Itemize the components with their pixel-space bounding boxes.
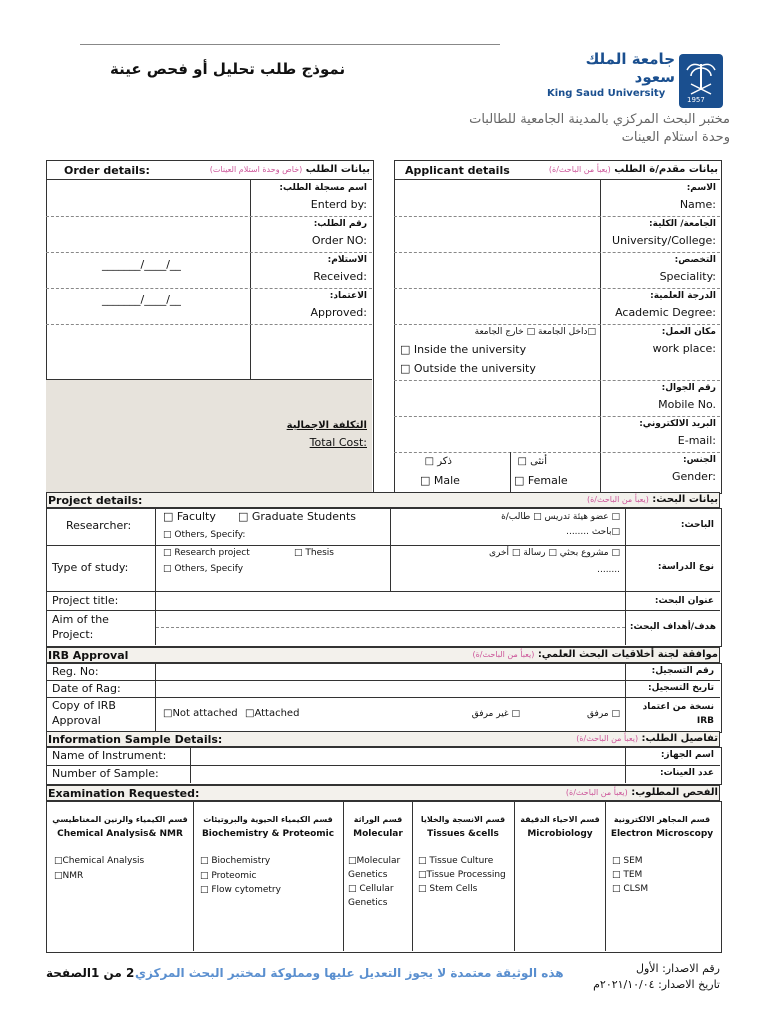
attached-checkbox[interactable]: □Attached xyxy=(245,708,300,719)
molecular-genetics-checkbox[interactable]: □Molecular xyxy=(348,856,401,866)
column-title-en: Biochemistry & Proteomic xyxy=(201,829,335,839)
university-logo xyxy=(545,50,745,112)
speciality-label: Speciality: xyxy=(659,270,716,283)
order-title-ar: بيانات الطلب (خاص وحدة استلام العينات) xyxy=(209,164,370,175)
degree-label: Academic Degree: xyxy=(615,306,716,319)
page-number: 2 من 1الصفحة xyxy=(46,966,135,980)
proteomic-checkbox[interactable]: □ Proteomic xyxy=(200,871,257,881)
year-label: 1957 xyxy=(687,96,705,104)
document-notice: هذه الوثيقة معتمدة لا يجوز التعديل عليها ومملوكة لمختبر البحث المركزي xyxy=(135,966,564,980)
graduate-checkbox[interactable]: □ Graduate Students xyxy=(238,510,356,523)
tem-checkbox[interactable]: □ TEM xyxy=(612,870,643,880)
irb-copy-label-ar: نسخة من اعتماد IRB xyxy=(642,702,714,726)
female-checkbox[interactable]: □ Female xyxy=(514,474,568,487)
unit-name: وحدة استلام العينات xyxy=(621,130,730,145)
others-specify-checkbox[interactable]: □ Others, Specify xyxy=(163,564,244,574)
chemical-analysis-checkbox[interactable]: □Chemical Analysis xyxy=(54,856,145,866)
speciality-label-ar: التخصص: xyxy=(674,255,716,265)
clsm-checkbox[interactable]: □ CLSM xyxy=(612,884,649,894)
sample-count-label-ar: عدد العينات: xyxy=(659,768,714,778)
gender-label: Gender: xyxy=(671,470,716,483)
lab-name: مختبر البحث المركزي بالمدينة الجامعية للطالبات xyxy=(469,112,730,127)
thesis-checkbox[interactable]: □ Thesis xyxy=(294,548,334,558)
reg-no-label-ar: رقم التسجيل: xyxy=(651,666,714,676)
column-title-ar: قسم الاحياء الدقيقة xyxy=(520,815,600,824)
degree-label-ar: الدرجة العلمية: xyxy=(650,291,716,301)
attached-checkbox-ar[interactable]: □ مرفق xyxy=(587,709,620,719)
aim-label: Aim of the Project: xyxy=(52,613,109,641)
not-attached-checkbox-ar[interactable]: □ غير مرفق xyxy=(471,709,520,719)
received-label: Received: xyxy=(313,270,367,283)
email-label: E-mail: xyxy=(677,434,716,447)
form-title: نموذج طلب تحليل أو فحص عينة xyxy=(110,60,346,78)
irb-title-en: IRB Approval xyxy=(48,649,129,662)
researcher-label: Researcher: xyxy=(66,519,132,532)
flow-cytometry-checkbox[interactable]: □ Flow cytometry xyxy=(200,885,281,895)
molecular-genetics-text: Genetics xyxy=(348,870,388,880)
university-label-ar: الجامعة/ الكلية: xyxy=(649,219,716,229)
sample-title-ar: تفاصيل الطلب: (يعبأ من الباحث/ة) xyxy=(576,733,718,744)
researcher-label-ar: الباحث: xyxy=(680,520,714,530)
instrument-label: Name of Instrument: xyxy=(52,749,167,762)
approved-date-blank[interactable]: _______/____/__ xyxy=(102,293,181,306)
reg-date-label-ar: تاريخ التسجيل: xyxy=(647,683,714,693)
order-no-label: Order NO: xyxy=(311,234,367,247)
nmr-checkbox[interactable]: □NMR xyxy=(54,871,84,881)
column-title-ar: قسم الكيمياء والرنين المغناطيسي xyxy=(52,815,188,824)
faculty-checkbox[interactable]: □ Faculty xyxy=(163,510,216,523)
version-date: تاريخ الاصدار: ٢٠٢١/١٠/٠٤م xyxy=(593,978,720,991)
university-name-ar: جامعة الملك سعود xyxy=(585,50,675,86)
received-date-blank[interactable]: _______/____/__ xyxy=(102,258,181,271)
order-title-en: Order details: xyxy=(64,164,150,177)
approved-label: Approved: xyxy=(310,306,367,319)
cellular-genetics-checkbox[interactable]: □ Cellular xyxy=(348,884,394,894)
received-label-ar: الاستلام: xyxy=(327,255,367,265)
stem-cells-checkbox[interactable]: □ Stem Cells xyxy=(418,884,478,894)
inside-university-checkbox[interactable]: □ Inside the university xyxy=(400,343,527,356)
gender-label-ar: الجنس: xyxy=(683,455,716,465)
mobile-label: Mobile No. xyxy=(658,398,716,411)
cellular-genetics-text: Genetics xyxy=(348,898,388,908)
outside-university-checkbox[interactable]: □ Outside the university xyxy=(400,362,536,375)
mobile-label-ar: رقم الجوال: xyxy=(661,383,716,393)
name-label-ar: الاسم: xyxy=(686,183,716,193)
workplace-label-ar: مكان العمل: xyxy=(661,327,716,337)
version-number: رقم الاصدار: الأول xyxy=(635,962,720,975)
email-label-ar: البريد الالكتروني: xyxy=(639,419,716,429)
irb-copy-label: Copy of IRB Approval xyxy=(52,699,116,727)
not-attached-checkbox[interactable]: □Not attached xyxy=(163,708,238,719)
sample-count-label: Number of Sample: xyxy=(52,767,159,780)
tissue-processing-checkbox[interactable]: □Tissue Processing xyxy=(418,870,506,880)
instrument-label-ar: اسم الجهاز: xyxy=(660,750,714,760)
order-no-label-ar: رقم الطلب: xyxy=(313,219,367,229)
applicant-title-en: Applicant details xyxy=(405,164,510,177)
column-title-en: Electron Microscopy xyxy=(610,829,714,839)
male-checkbox-ar[interactable]: ذكر □ xyxy=(424,456,452,467)
type-options-ar[interactable]: □ مشروع بحثي □ رسالة □ أخرى xyxy=(488,548,620,558)
sample-title-en: Information Sample Details: xyxy=(48,733,223,746)
column-title-en: Tissues &cells xyxy=(427,829,499,839)
column-title-en: Microbiology xyxy=(527,829,593,839)
column-title-ar: قسم الانسجة والخلايا xyxy=(420,815,506,824)
sem-checkbox[interactable]: □ SEM xyxy=(612,856,643,866)
header-rule xyxy=(80,44,500,45)
exam-title-en: Examination Requested: xyxy=(48,787,200,800)
type-of-study-label-ar: نوع الدراسة: xyxy=(657,562,714,572)
reg-no-label: Reg. No: xyxy=(52,665,99,678)
project-title-ar: بيانات البحث: (يعبأ من الباحث/ة) xyxy=(586,494,718,505)
type-other-ar[interactable]: ........ xyxy=(597,565,620,575)
workplace-label: work place: xyxy=(652,342,716,355)
project-title-label-ar: عنوان البحث: xyxy=(654,596,714,606)
column-title-en: Molecular xyxy=(353,829,403,839)
male-checkbox[interactable]: □ Male xyxy=(420,474,460,487)
applicant-title-ar: بيانات مقدم/ة الطلب (يعبأ من الباحث/ة) xyxy=(548,164,718,175)
project-title-en: Project details: xyxy=(48,494,143,507)
researcher-options-ar[interactable]: □ عضو هيئة تدريس □ طالب/ة xyxy=(501,512,620,522)
others-checkbox[interactable]: □ Others, Specify: xyxy=(163,530,246,540)
research-project-checkbox[interactable]: □ Research project xyxy=(163,548,250,558)
column-title-ar: قسم الوراثة xyxy=(353,815,403,824)
reg-date-label: Date of Rag: xyxy=(52,682,121,695)
university-name-en: King Saud University xyxy=(547,88,666,99)
total-cost-label: Total Cost: xyxy=(309,436,367,449)
palm-emblem-icon xyxy=(679,54,723,108)
project-title-label: Project title: xyxy=(52,594,119,607)
aim-label-ar: هدف/أهداف البحث: xyxy=(629,622,716,632)
workplace-options-ar[interactable]: □داخل الجامعة □ خارج الجامعة xyxy=(474,327,596,337)
irb-title-ar: موافقة لجنة أخلاقيات البحث العلمي: (يعبأ من الباحث/ة) xyxy=(472,649,718,660)
female-checkbox-ar[interactable]: أنثى □ xyxy=(517,456,547,467)
column-title-ar: قسم الكيمياء الحيوية والبروتيئات xyxy=(203,815,333,824)
column-title-ar: قسم المجاهر الالكترونية xyxy=(613,815,711,824)
total-cost-label-ar: التكلفة الاجمالية xyxy=(286,420,367,431)
type-of-study-label: Type of study: xyxy=(52,561,129,574)
entered-by-label-ar: اسم مسجلة الطلب: xyxy=(279,183,367,193)
column-title-en: Chemical Analysis& NMR xyxy=(57,829,183,839)
tissue-culture-checkbox[interactable]: □ Tissue Culture xyxy=(418,856,494,866)
name-label: Name: xyxy=(679,198,716,211)
approved-label-ar: الاعتماد: xyxy=(329,291,367,301)
exam-title-ar: الفحص المطلوب: (يعبأ من الباحث/ة) xyxy=(565,787,718,798)
university-label: University/College: xyxy=(612,234,716,247)
biochemistry-checkbox[interactable]: □ Biochemistry xyxy=(200,856,271,866)
entered-by-label: Enterd by: xyxy=(310,198,367,211)
researcher-other-ar[interactable]: □باحث ........ xyxy=(566,527,620,537)
